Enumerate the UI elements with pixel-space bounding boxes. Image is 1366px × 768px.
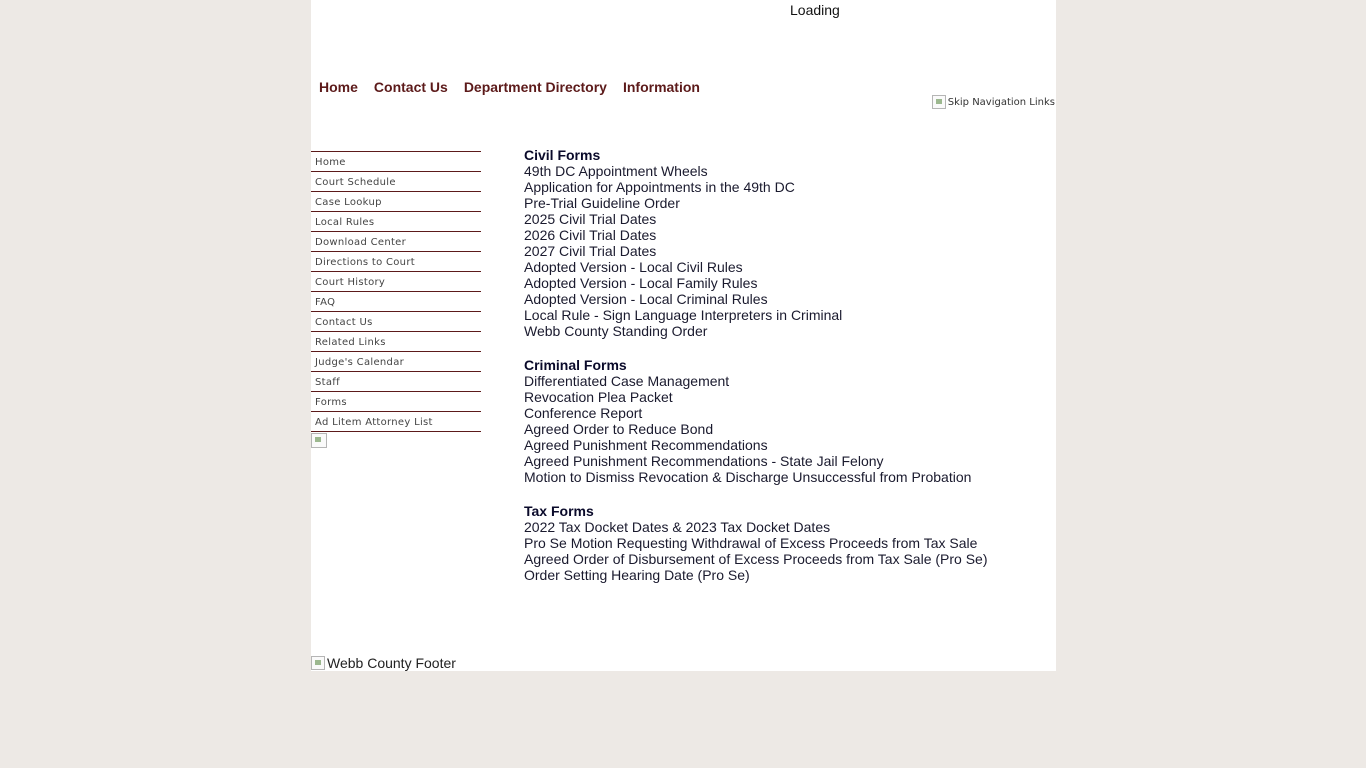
top-nav-home[interactable]: Home [319,79,358,95]
form-link[interactable]: 2025 Civil Trial Dates [524,211,657,227]
skip-navigation-alt-text: Skip Navigation Links [947,96,1055,108]
sidebar-item-related-links[interactable]: Related Links [311,332,481,352]
sidebar-item-local-rules[interactable]: Local Rules [311,212,481,232]
form-link[interactable]: Application for Appointments in the 49th DC [524,179,795,195]
section-title: Criminal Forms [524,357,627,373]
form-link[interactable]: Differentiated Case Management [524,373,730,389]
form-link[interactable]: 2027 Civil Trial Dates [524,243,657,259]
footer-alt-text: Webb County Footer [327,655,456,671]
forms-content [524,147,1044,601]
loading-indicator: Loading [790,2,840,18]
form-link[interactable]: Agreed Order to Reduce Bond [524,421,714,437]
form-link[interactable]: Adopted Version - Local Family Rules [524,275,758,291]
form-link[interactable]: Agreed Punishment Recommendations - State Jail Felony [524,453,884,469]
page-container [311,0,1056,671]
form-link[interactable]: Pre-Trial Guideline Order [524,195,680,211]
side-nav [311,151,481,432]
form-link[interactable]: Conference Report [524,405,643,421]
form-link[interactable]: Motion to Dismiss Revocation & Discharge Unsuccessful from Probation [524,469,972,485]
form-link[interactable]: Local Rule - Sign Language Interpreters in Criminal [524,307,843,323]
broken-image-icon [932,95,946,109]
form-link[interactable]: Pro Se Motion Requesting Withdrawal of Excess Proceeds from Tax Sale [524,535,978,551]
sidebar-item-court-schedule[interactable]: Court Schedule [311,172,481,192]
form-link[interactable]: Adopted Version - Local Civil Rules [524,259,743,275]
civil-forms-section [524,147,1044,339]
sidebar-item-staff[interactable]: Staff [311,372,481,392]
sidebar-item-home[interactable]: Home [311,152,481,172]
top-nav-contact-us[interactable]: Contact Us [373,79,448,95]
tax-forms-section [524,503,1044,583]
footer-image [311,655,456,671]
section-title: Civil Forms [524,147,601,163]
sidebar-item-contact-us[interactable]: Contact Us [311,312,481,332]
form-link[interactable]: Agreed Order of Disbursement of Excess Proceeds from Tax Sale (Pro Se) [524,551,988,567]
form-link[interactable]: 49th DC Appointment Wheels [524,163,708,179]
form-link[interactable]: 2026 Civil Trial Dates [524,227,657,243]
form-link[interactable]: Webb County Standing Order [524,323,708,339]
top-nav-information[interactable]: Information [622,79,700,95]
sidebar-image-icon [311,433,327,448]
form-link[interactable]: Revocation Plea Packet [524,389,673,405]
sidebar-item-directions-to-court[interactable]: Directions to Court [311,252,481,272]
sidebar-item-download-center[interactable]: Download Center [311,232,481,252]
sidebar-item-judges-calendar[interactable]: Judge's Calendar [311,352,481,372]
form-link[interactable]: Order Setting Hearing Date (Pro Se) [524,567,750,583]
criminal-forms-section [524,357,1044,485]
form-link[interactable]: 2022 Tax Docket Dates & 2023 Tax Docket Dates [524,519,831,535]
sidebar-item-case-lookup[interactable]: Case Lookup [311,192,481,212]
sidebar-item-forms[interactable]: Forms [311,392,481,412]
top-nav-department-directory[interactable]: Department Directory [463,79,607,95]
sidebar-item-ad-litem-attorney-list[interactable]: Ad Litem Attorney List [311,412,481,432]
sidebar-item-court-history[interactable]: Court History [311,272,481,292]
form-link[interactable]: Agreed Punishment Recommendations [524,437,768,453]
section-title: Tax Forms [524,503,594,519]
form-link[interactable]: Adopted Version - Local Criminal Rules [524,291,768,307]
broken-image-icon [311,656,325,670]
top-nav [311,78,708,96]
skip-navigation-link[interactable] [932,95,1055,109]
sidebar-item-faq[interactable]: FAQ [311,292,481,312]
